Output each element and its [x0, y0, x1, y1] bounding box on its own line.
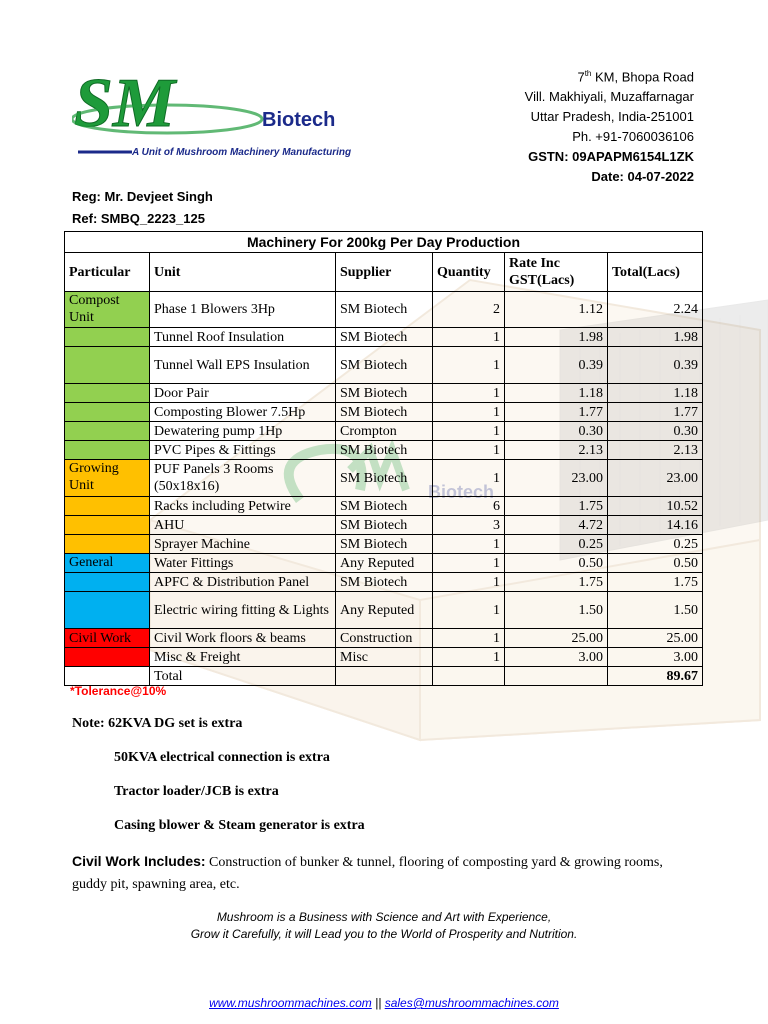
table-row: [65, 441, 703, 460]
cell-rate: 1.77: [505, 403, 608, 422]
cell-supplier: Any Reputed: [336, 592, 433, 629]
header-total: Total(Lacs): [608, 253, 703, 292]
table-row: [65, 516, 703, 535]
cell-qty: 2: [433, 292, 505, 328]
email-link[interactable]: sales@mushroommachines.com: [384, 996, 559, 1010]
cell-total: 0.39: [608, 347, 703, 384]
civil-includes-text: Construction of bunker & tunnel, flooring of composting yard & growing rooms, guddy pit, spawning area, etc.: [72, 855, 663, 892]
cell-unit: Civil Work floors & beams: [150, 629, 336, 648]
cell-qty: 1: [433, 460, 505, 497]
category-fill: [65, 516, 150, 535]
cell-total: 25.00: [608, 629, 703, 648]
cell-rate: 3.00: [505, 648, 608, 667]
cell-supplier: SM Biotech: [336, 497, 433, 516]
cell-rate: 25.00: [505, 629, 608, 648]
address-line-3: Uttar Pradesh, India-251001: [530, 109, 694, 125]
cell-supplier: Construction: [336, 629, 433, 648]
cell-supplier: SM Biotech: [336, 441, 433, 460]
cell-qty: 1: [433, 384, 505, 403]
cell-unit: Electric wiring fitting & Lights: [150, 592, 336, 629]
category-civil: Civil Work: [65, 629, 150, 648]
header-particular: Particular: [65, 253, 150, 292]
address-line-2: Vill. Makhiyali, Muzaffarnagar: [524, 89, 694, 105]
cell-qty: 6: [433, 497, 505, 516]
civil-work-includes: [72, 850, 692, 896]
cell-unit: Dewatering pump 1Hp: [150, 422, 336, 441]
category-fill: [65, 535, 150, 554]
logo-brand-text: Biotech: [262, 109, 336, 131]
cell-rate: 1.75: [505, 497, 608, 516]
note-line: 50KVA electrical connection is extra: [114, 750, 330, 765]
cell-supplier: SM Biotech: [336, 535, 433, 554]
category-fill: [65, 648, 150, 667]
cell-unit: APFC & Distribution Panel: [150, 573, 336, 592]
table-row: [65, 460, 703, 497]
motto-line-2: Grow it Carefully, it will Lead you to the World of Prosperity and Nutrition.: [190, 927, 578, 941]
cell-unit: Racks including Petwire: [150, 497, 336, 516]
logo-tagline: A Unit of Mushroom Machinery Manufacturing: [132, 147, 352, 158]
cell-rate: 1.75: [505, 573, 608, 592]
cell-rate: 1.18: [505, 384, 608, 403]
cell-total: 23.00: [608, 460, 703, 497]
total-label: Total: [150, 667, 336, 686]
total-empty-cell: [336, 667, 433, 686]
table-row: [65, 384, 703, 403]
cell-supplier: SM Biotech: [336, 328, 433, 347]
cell-total: 2.13: [608, 441, 703, 460]
cell-total: 3.00: [608, 648, 703, 667]
cell-total: 1.77: [608, 403, 703, 422]
cell-rate: 0.39: [505, 347, 608, 384]
cell-unit: Door Pair: [150, 384, 336, 403]
cell-rate: 0.50: [505, 554, 608, 573]
cell-unit: AHU: [150, 516, 336, 535]
footer-separator: ||: [371, 996, 385, 1010]
cell-qty: 1: [433, 403, 505, 422]
phone-number: Ph. +91-7060036106: [572, 129, 694, 145]
gstn-number: GSTN: 09APAPM6154L1ZK: [528, 149, 694, 165]
total-empty-cell: [505, 667, 608, 686]
reg-line: Reg: Mr. Devjeet Singh: [72, 189, 213, 204]
cell-unit: Composting Blower 7.5Hp: [150, 403, 336, 422]
category-fill: [65, 441, 150, 460]
header-supplier: Supplier: [336, 253, 433, 292]
note-line: Tractor loader/JCB is extra: [114, 784, 279, 799]
table-header-row: [65, 253, 703, 292]
table-row: [65, 573, 703, 592]
cell-rate: 1.50: [505, 592, 608, 629]
cell-supplier: Crompton: [336, 422, 433, 441]
table-row: [65, 403, 703, 422]
table-row: [65, 648, 703, 667]
cell-qty: 1: [433, 441, 505, 460]
table-row: [65, 629, 703, 648]
table-row: [65, 292, 703, 328]
total-empty-cell: [433, 667, 505, 686]
cell-supplier: SM Biotech: [336, 516, 433, 535]
table-row: [65, 497, 703, 516]
note-line: Note: 62KVA DG set is extra: [72, 716, 243, 731]
svg-text:SM: SM: [74, 65, 176, 142]
category-fill: [65, 347, 150, 384]
cell-unit: PUF Panels 3 Rooms (50x18x16): [150, 460, 336, 497]
cell-rate: 4.72: [505, 516, 608, 535]
cell-unit: Water Fittings: [150, 554, 336, 573]
cell-rate: 0.30: [505, 422, 608, 441]
category-fill: [65, 573, 150, 592]
header-unit: Unit: [150, 253, 336, 292]
cell-total: 1.18: [608, 384, 703, 403]
cell-unit: Misc & Freight: [150, 648, 336, 667]
cell-supplier: SM Biotech: [336, 460, 433, 497]
sm-logo-graphic: [72, 64, 352, 164]
cell-unit: PVC Pipes & Fittings: [150, 441, 336, 460]
cell-total: 1.75: [608, 573, 703, 592]
address-line-1: 7th KM, Bhopa Road: [577, 69, 694, 85]
category-fill: [65, 328, 150, 347]
cell-qty: 1: [433, 328, 505, 347]
cell-unit: Tunnel Roof Insulation: [150, 328, 336, 347]
document-date: Date: 04-07-2022: [591, 169, 694, 185]
cell-rate: 1.12: [505, 292, 608, 328]
cell-unit: Sprayer Machine: [150, 535, 336, 554]
cell-rate: 0.25: [505, 535, 608, 554]
cell-qty: 1: [433, 347, 505, 384]
cell-unit: Tunnel Wall EPS Insulation: [150, 347, 336, 384]
cell-supplier: Any Reputed: [336, 554, 433, 573]
cell-total: 14.16: [608, 516, 703, 535]
svg-text:Biotech: Biotech: [428, 482, 495, 502]
cell-total: 0.25: [608, 535, 703, 554]
cell-total: 0.50: [608, 554, 703, 573]
cell-total: 2.24: [608, 292, 703, 328]
header-rate: Rate Inc GST(Lacs): [505, 253, 608, 292]
cell-qty: 1: [433, 592, 505, 629]
total-row: [65, 667, 703, 686]
company-address: [525, 64, 694, 187]
category-growing: Growing Unit: [65, 460, 150, 497]
motto-line-1: Mushroom is a Business with Science and Art with Experience,: [216, 910, 552, 924]
civil-includes-label: Civil Work Includes:: [72, 853, 206, 869]
category-fill: [65, 384, 150, 403]
note-line: Casing blower & Steam generator is extra: [114, 818, 365, 833]
category-compost: Compost Unit: [65, 292, 150, 328]
cell-supplier: SM Biotech: [336, 573, 433, 592]
table-row: [65, 347, 703, 384]
cell-supplier: SM Biotech: [336, 292, 433, 328]
website-link[interactable]: www.mushroommachines.com: [209, 996, 372, 1010]
cell-total: 1.98: [608, 328, 703, 347]
cell-rate: 1.98: [505, 328, 608, 347]
header-quantity: Quantity: [433, 253, 505, 292]
cell-qty: 3: [433, 516, 505, 535]
cell-qty: 1: [433, 629, 505, 648]
cell-total: 10.52: [608, 497, 703, 516]
category-fill: [65, 422, 150, 441]
cell-unit: Phase 1 Blowers 3Hp: [150, 292, 336, 328]
ref-line: Ref: SMBQ_2223_125: [72, 211, 205, 226]
table-title: Machinery For 200kg Per Day Production: [65, 232, 703, 253]
table-row: [65, 422, 703, 441]
grand-total: 89.67: [608, 667, 703, 686]
cell-qty: 1: [433, 573, 505, 592]
cell-total: 0.30: [608, 422, 703, 441]
cell-supplier: SM Biotech: [336, 347, 433, 384]
category-fill: [65, 497, 150, 516]
cell-supplier: SM Biotech: [336, 384, 433, 403]
tolerance-note: *Tolerance@10%: [70, 684, 167, 698]
footer-contacts: [0, 996, 768, 1010]
category-fill: [65, 592, 150, 629]
table-row: [65, 535, 703, 554]
cell-supplier: Misc: [336, 648, 433, 667]
company-motto: [0, 909, 768, 943]
cell-total: 1.50: [608, 592, 703, 629]
quotation-table: [64, 231, 703, 686]
category-general: General: [65, 554, 150, 573]
cell-qty: 1: [433, 554, 505, 573]
category-fill: [65, 403, 150, 422]
cell-qty: 1: [433, 535, 505, 554]
table-row: [65, 328, 703, 347]
cell-supplier: SM Biotech: [336, 403, 433, 422]
table-row: [65, 554, 703, 573]
table-row: [65, 592, 703, 629]
cell-rate: 2.13: [505, 441, 608, 460]
cell-qty: 1: [433, 422, 505, 441]
company-logo: [72, 64, 352, 164]
total-empty-cell: [65, 667, 150, 686]
cell-qty: 1: [433, 648, 505, 667]
cell-rate: 23.00: [505, 460, 608, 497]
